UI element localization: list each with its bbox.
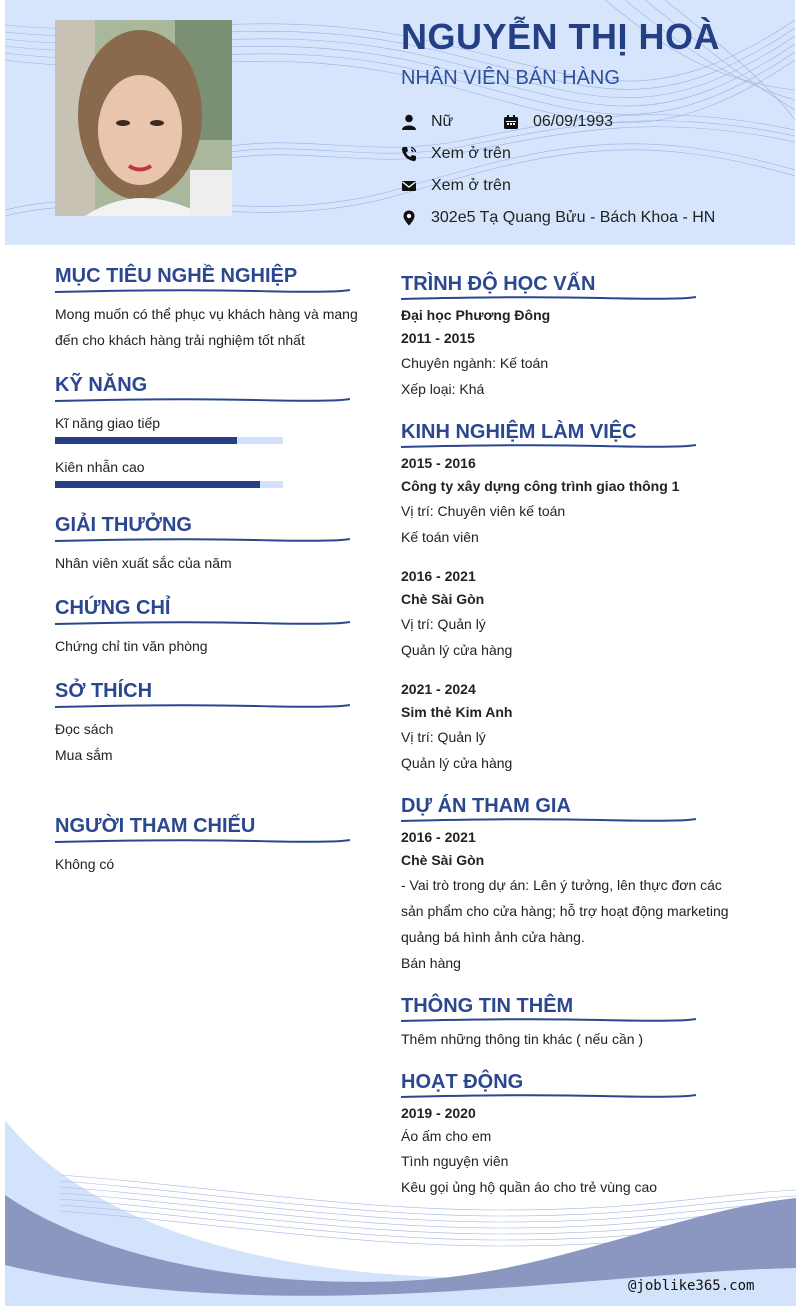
project-line-4: Bán hàng — [401, 955, 461, 971]
objective-line-1: Mong muốn có thể phục vụ khách hàng và mang — [55, 306, 358, 322]
hobbies-title: SỞ THÍCH — [55, 680, 153, 702]
mail-icon — [401, 178, 417, 194]
skill-bar-fill-2 — [55, 481, 260, 488]
extra-info-underline — [401, 1017, 696, 1023]
objective-line-2: đến cho khách hàng trải nghiệm tốt nhất — [55, 332, 305, 348]
email-value: Xem ở trên — [431, 177, 511, 194]
calendar-icon — [503, 114, 519, 130]
portrait-illustration — [55, 20, 232, 216]
references-title: NGƯỜI THAM CHIẾU — [55, 815, 256, 837]
phone-value: Xem ở trên — [431, 145, 511, 162]
experience-period-1: 2015 - 2016 — [401, 455, 476, 471]
award-item: Nhân viên xuất sắc của năm — [55, 555, 232, 571]
experience-desc-1: Kế toán viên — [401, 529, 479, 545]
experience-desc-2: Quản lý cửa hàng — [401, 642, 513, 658]
hobby-item-1: Đọc sách — [55, 721, 114, 737]
skill-bar-1 — [55, 437, 283, 444]
education-underline — [401, 295, 696, 301]
gender-row — [401, 113, 453, 131]
skills-title: KỸ NĂNG — [55, 374, 148, 396]
certificates-underline — [55, 620, 350, 626]
education-major: Chuyên ngành: Kế toán — [401, 355, 549, 371]
experience-title: KINH NGHIỆM LÀM VIỆC — [401, 421, 637, 443]
user-icon — [401, 114, 417, 130]
education-grade: Xếp loại: Khá — [401, 381, 485, 397]
candidate-name: NGUYỄN THỊ HOÀ — [401, 16, 721, 57]
extra-info-text: Thêm những thông tin khác ( nếu cần ) — [401, 1031, 644, 1047]
project-line-1: - Vai trò trong dự án: Lên ý tưởng, lên thực đơn các — [401, 877, 722, 893]
experience-underline — [401, 443, 696, 449]
watermark-text: @joblike365.com — [628, 1278, 755, 1294]
phone-row — [401, 145, 511, 163]
experience-position-3: Vị trí: Quản lý — [401, 729, 486, 745]
phone-icon — [401, 146, 417, 162]
profile-photo — [55, 20, 232, 216]
footer-waves — [0, 1100, 796, 1306]
objective-underline — [55, 288, 350, 294]
experience-company-3: Sim thẻ Kim Anh — [401, 704, 513, 720]
activity-item-3: Kêu gọi ủng hộ quần áo cho trẻ vùng cao — [401, 1179, 658, 1195]
experience-position-2: Vị trí: Quản lý — [401, 616, 486, 632]
awards-underline — [55, 537, 350, 543]
projects-title: DỰ ÁN THAM GIA — [401, 795, 571, 817]
certificates-title: CHỨNG CHỈ — [55, 597, 171, 619]
references-underline — [55, 838, 350, 844]
reference-item: Không có — [55, 856, 115, 872]
skill-bar-fill-1 — [55, 437, 237, 444]
skill-label-1: Kĩ năng giao tiếp — [55, 415, 161, 431]
project-name: Chè Sài Gòn — [401, 852, 485, 868]
education-school: Đại học Phương Đông — [401, 307, 551, 323]
birthday-value: 06/09/1993 — [533, 113, 614, 130]
project-line-3: quảng bá hình ảnh cửa hàng. — [401, 929, 585, 945]
experience-position-1: Vị trí: Chuyên viên kế toán — [401, 503, 566, 519]
activity-item-2: Tình nguyện viên — [401, 1153, 509, 1169]
activity-item-1: Áo ấm cho em — [401, 1128, 492, 1144]
experience-company-2: Chè Sài Gòn — [401, 591, 485, 607]
location-pin-icon — [401, 210, 417, 226]
skill-bar-2 — [55, 481, 283, 488]
experience-period-2: 2016 - 2021 — [401, 568, 476, 584]
hobby-item-2: Mua sắm — [55, 747, 113, 763]
birthday-row — [503, 113, 613, 131]
project-line-2: sản phẩm cho cửa hàng; hỗ trợ hoạt động marketing — [401, 903, 729, 919]
education-period: 2011 - 2015 — [401, 330, 475, 346]
gender-value: Nữ — [431, 113, 454, 130]
objective-title: MỤC TIÊU NGHỀ NGHIỆP — [55, 265, 298, 287]
hobbies-underline — [55, 703, 350, 709]
experience-period-3: 2021 - 2024 — [401, 681, 476, 697]
activities-title: HOẠT ĐỘNG — [401, 1071, 524, 1093]
activities-underline — [401, 1093, 696, 1099]
extra-info-title: THÔNG TIN THÊM — [401, 995, 574, 1017]
education-title: TRÌNH ĐỘ HỌC VẤN — [401, 273, 596, 295]
address-value: 302e5 Tạ Quang Bửu - Bách Khoa - HN — [431, 209, 716, 226]
project-period: 2016 - 2021 — [401, 829, 476, 845]
experience-company-1: Công ty xây dựng công trình giao thông 1 — [401, 478, 680, 494]
projects-underline — [401, 817, 696, 823]
experience-desc-3: Quản lý cửa hàng — [401, 755, 513, 771]
skill-label-2: Kiên nhẫn cao — [55, 459, 145, 475]
skills-underline — [55, 397, 350, 403]
email-row — [401, 177, 511, 195]
address-row — [401, 209, 715, 227]
activities-period: 2019 - 2020 — [401, 1105, 476, 1121]
job-title: NHÂN VIÊN BÁN HÀNG — [401, 67, 620, 89]
awards-title: GIẢI THƯỞNG — [55, 514, 192, 536]
certificate-item: Chứng chỉ tin văn phòng — [55, 638, 208, 654]
